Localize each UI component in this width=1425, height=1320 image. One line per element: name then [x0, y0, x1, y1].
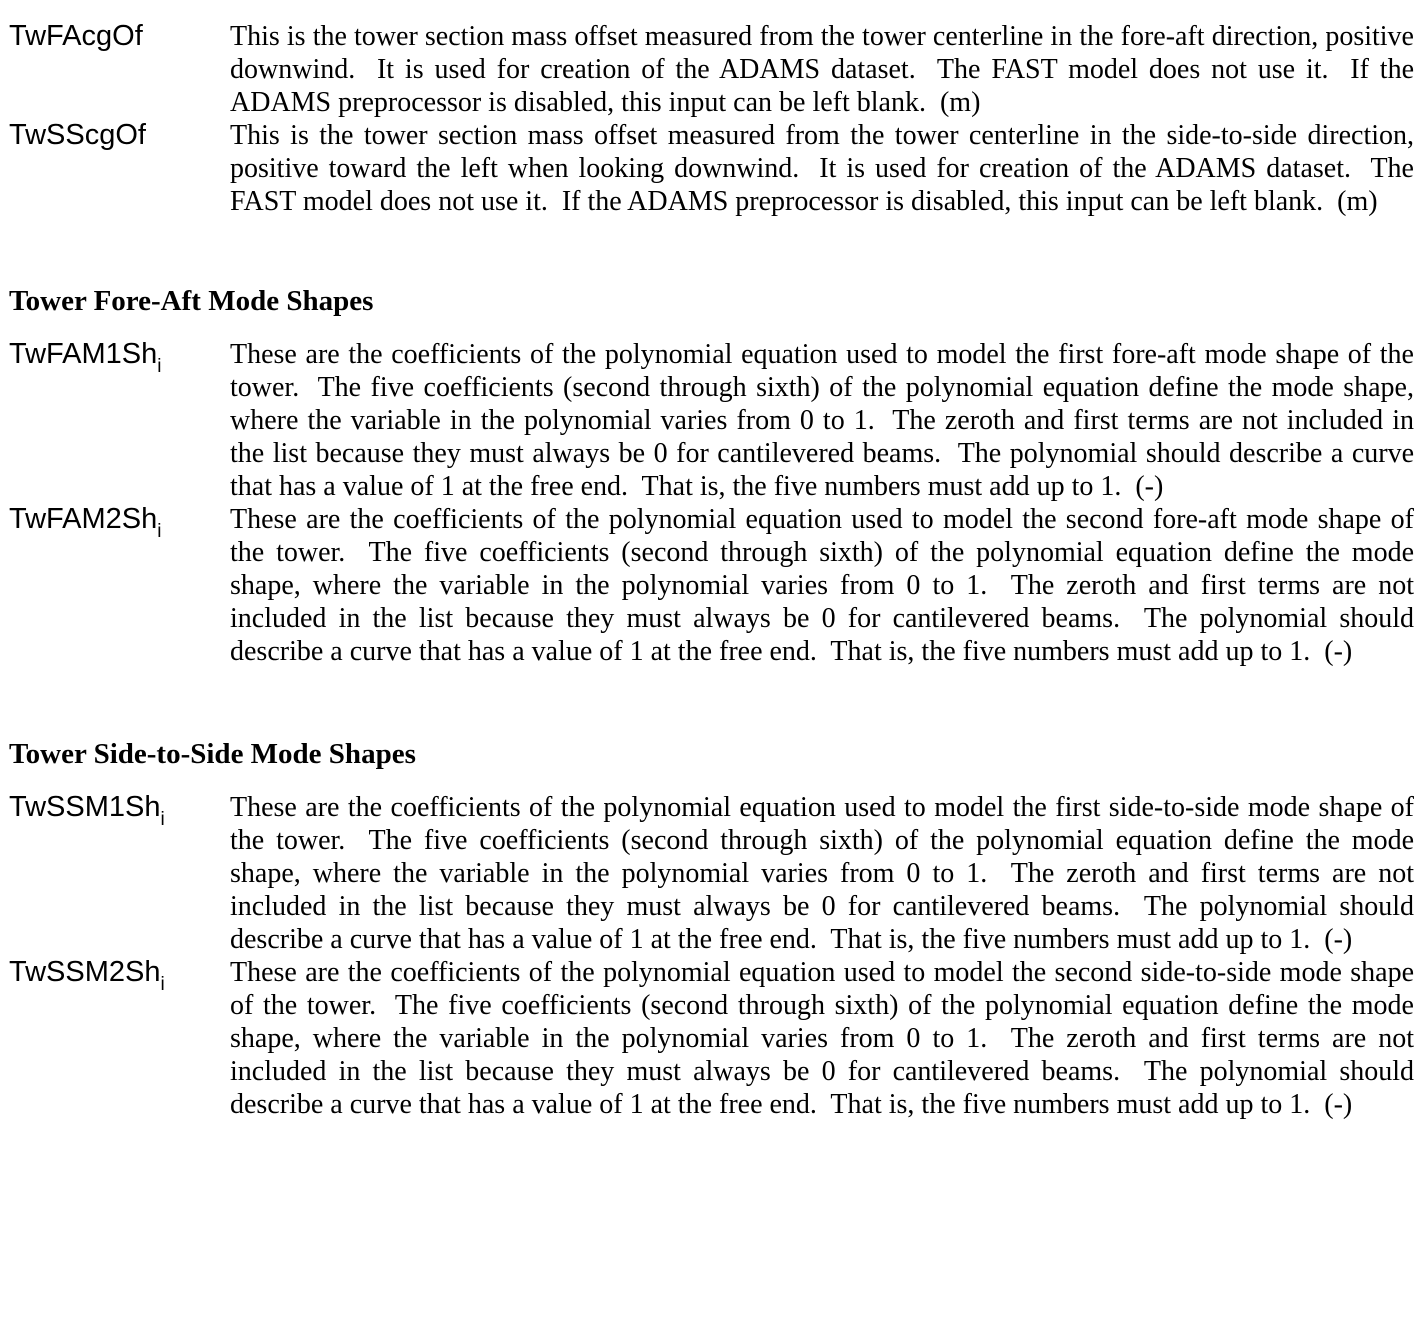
parameter-name: [9, 20, 230, 53]
section-tower-mass-offsets: [9, 20, 1414, 218]
parameter-name: [9, 791, 230, 830]
parameter-name-text: TwFAM1Sh: [9, 338, 158, 370]
parameter-name-text: TwFAcgOf: [9, 20, 143, 52]
parameter-name: [9, 338, 230, 377]
parameter-name-subscript: i: [160, 973, 165, 995]
parameter-name-text: TwSSM2Sh: [9, 956, 161, 988]
section-heading: Tower Fore-Aft Mode Shapes: [9, 285, 374, 317]
section-side-to-side-mode-shapes: [9, 738, 1414, 1121]
parameter-entry: [9, 20, 1414, 119]
parameter-description: These are the coefficients of the polynomial equation used to model the first fore-aft mode shape of the tower. The five coefficients (second through sixth) of the polynomial equation define the mode shape, where the variable in the polynomial varies from 0 to 1. The zeroth and first terms are not included in the list because they must always be 0 for cantilevered beams. The polynomial should describe a curve that has a value of 1 at the free end. That is, the five numbers must add up to 1. (-): [230, 339, 1414, 502]
parameter-name-subscript: i: [157, 520, 162, 542]
parameter-description: These are the coefficients of the polynomial equation used to model the first side-to-side mode shape of the tower. The five coefficients (second through sixth) of the polynomial equation define the mode shape, where the variable in the polynomial varies from 0 to 1. The zeroth and first terms are not included in the list because they must always be 0 for cantilevered beams. The polynomial should describe a curve that has a value of 1 at the free end. That is, the five numbers must add up to 1. (-): [230, 792, 1414, 955]
parameter-name-subscript: i: [157, 355, 162, 377]
parameter-description: These are the coefficients of the polynomial equation used to model the second fore-aft mode shape of the tower. The five coefficients (second through sixth) of the polynomial equation define the mode shape, where the variable in the polynomial varies from 0 to 1. The zeroth and first terms are not included in the list because they must always be 0 for cantilevered beams. The polynomial should describe a curve that has a value of 1 at the free end. That is, the five numbers must add up to 1. (-): [230, 504, 1414, 667]
parameter-entry: [9, 503, 1414, 668]
parameter-name-subscript: i: [160, 808, 165, 830]
parameter-entry: [9, 791, 1414, 956]
parameter-entry: [9, 956, 1414, 1121]
parameter-description: This is the tower section mass offset measured from the tower centerline in the fore-aft direction, positive downwind. It is used for creation of the ADAMS dataset. The FAST model does not use it. If the ADAMS preprocessor is disabled, this input can be left blank. (m): [230, 21, 1414, 118]
parameter-name: [9, 956, 230, 995]
parameter-name-text: TwFAM2Sh: [9, 503, 158, 535]
parameter-description: This is the tower section mass offset measured from the tower centerline in the side-to-side direction, positive toward the left when looking downwind. It is used for creation of the ADAMS dataset. The FAST model does not use it. If the ADAMS preprocessor is disabled, this input can be left blank. (m): [230, 120, 1414, 217]
parameter-name-text: TwSSM1Sh: [9, 791, 161, 823]
parameter-name: [9, 503, 230, 542]
parameter-entry: [9, 338, 1414, 503]
section-fore-aft-mode-shapes: [9, 285, 1414, 668]
parameter-description: These are the coefficients of the polynomial equation used to model the second side-to-side mode shape of the tower. The five coefficients (second through sixth) of the polynomial equation define the mode shape, where the variable in the polynomial varies from 0 to 1. The zeroth and first terms are not included in the list because they must always be 0 for cantilevered beams. The polynomial should describe a curve that has a value of 1 at the free end. That is, the five numbers must add up to 1. (-): [230, 957, 1414, 1120]
parameter-name: [9, 119, 230, 152]
section-heading: Tower Side-to-Side Mode Shapes: [9, 738, 416, 770]
parameter-entry: [9, 119, 1414, 218]
parameter-name-text: TwSScgOf: [9, 119, 146, 151]
